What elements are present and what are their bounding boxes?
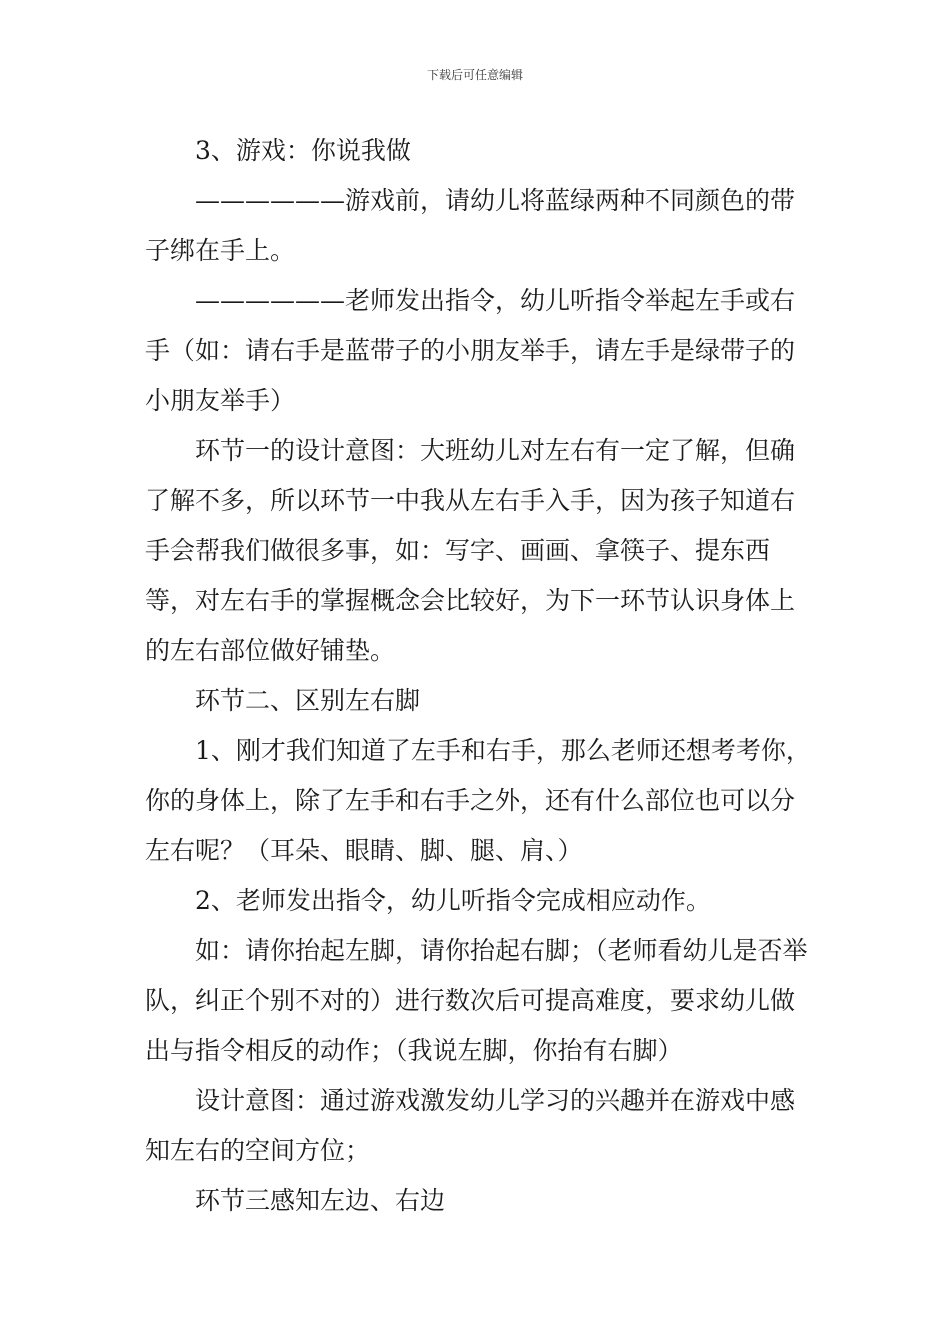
paragraph-step-2: 2、老师发出指令，幼儿听指令完成相应动作。 [195,886,711,915]
paragraph-game-title: 3、游戏：你说我做 [195,136,411,165]
paragraph-game-prep: ——————游戏前，请幼儿将蓝绿两种不同颜色的带子绑在手上。 [145,186,796,265]
paragraph-section-3-heading: 环节三感知左边、右边 [195,1186,446,1215]
paragraph-design-intent-2: 设计意图：通过游戏激发幼儿学习的兴趣并在游戏中感知左右的空间方位； [145,1086,796,1165]
document-body [145,126,815,1226]
paragraph-teacher-instruction: ——————老师发出指令，幼儿听指令举起左手或右手（如：请右手是蓝带子的小朋友举手，请左手是绿带子的小朋友举手） [145,286,796,415]
paragraph-section-2-heading: 环节二、区别左右脚 [195,686,421,715]
paragraph-design-intent-1: 环节一的设计意图：大班幼儿对左右有一定了解，但确了解不多，所以环节一中我从左右手入手，因为孩子知道右手会帮我们做很多事，如：写字、画画、拿筷子、提东西等，对左右手的掌握概念会比较好，为下一环节认识身体上的左右部位做好铺垫。 [145,436,796,665]
paragraph-step-1: 1、刚才我们知道了左手和右手，那么老师还想考考你，你的身体上，除了左手和右手之外，还有什么部位也可以分左右呢？（耳朵、眼睛、脚、腿、肩、） [145,736,811,865]
page-header-note: 下载后可任意编辑 [426,68,523,82]
paragraph-example: 如：请你抬起左脚，请你抬起右脚；（老师看幼儿是否举队，纠正个别不对的）进行数次后可提高难度，要求幼儿做出与指令相反的动作；（我说左脚，你抬有右脚） [145,936,808,1065]
